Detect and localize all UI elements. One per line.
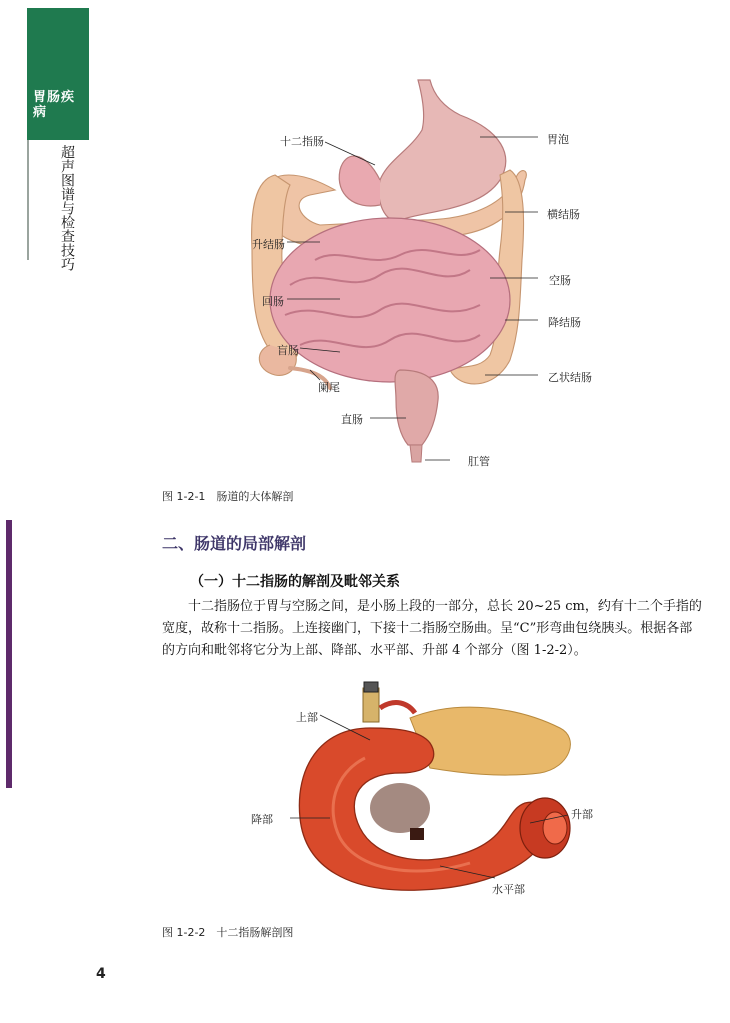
- label-sigmoid-colon: 乙状结肠: [548, 371, 592, 384]
- label-anal-canal: 肛管: [468, 455, 490, 468]
- label-ileum: 回肠: [262, 295, 284, 308]
- label-stomach: 胃泡: [547, 133, 569, 146]
- body-paragraph: 十二指肠位于胃与空肠之间，是小肠上段的一部分，总长 20~25 cm，约有十二个手指的宽度，故称十二指肠。上连接幽门，下接十二指肠空肠曲。呈“C”形弯曲包绕胰头。根据各部的方向和毗邻将它分为上部、降部、水平部、升部 4 个部分（图 1-2-2）。: [162, 599, 702, 658]
- label-ascending-colon: 升结肠: [252, 238, 285, 251]
- book-title-vertical: 超声图谱与检查技巧: [59, 145, 75, 271]
- label-superior-part: 上部: [296, 711, 318, 724]
- figure2-caption: 图 1-2-2 十二指肠解剖图: [162, 926, 294, 939]
- label-rectum: 直肠: [341, 413, 363, 426]
- label-descending-colon: 降结肠: [548, 316, 581, 329]
- side-divider: [27, 140, 29, 260]
- label-appendix: 阑尾: [318, 381, 340, 394]
- label-duodenum: 十二指肠: [280, 135, 324, 148]
- section-heading: 二、肠道的局部解剖: [162, 534, 307, 553]
- figure1-caption: 图 1-2-1 肠道的大体解剖: [162, 490, 294, 503]
- chapter-tab: [27, 8, 89, 140]
- chapter-tab-title: 胃肠疾病: [33, 90, 76, 120]
- page-number: 4: [96, 966, 106, 982]
- label-cecum: 盲肠: [277, 344, 299, 357]
- duodenum-anatomy-illustration: [290, 678, 590, 908]
- label-jejunum: 空肠: [549, 274, 571, 287]
- label-descending-part: 降部: [251, 813, 273, 826]
- subsection-heading: （一）十二指肠的解剖及毗邻关系: [190, 574, 400, 590]
- label-ascending-part: 升部: [571, 808, 593, 821]
- section-marker-bar: [6, 520, 12, 788]
- label-transverse-colon: 横结肠: [547, 208, 580, 221]
- label-horizontal-part: 水平部: [492, 883, 525, 896]
